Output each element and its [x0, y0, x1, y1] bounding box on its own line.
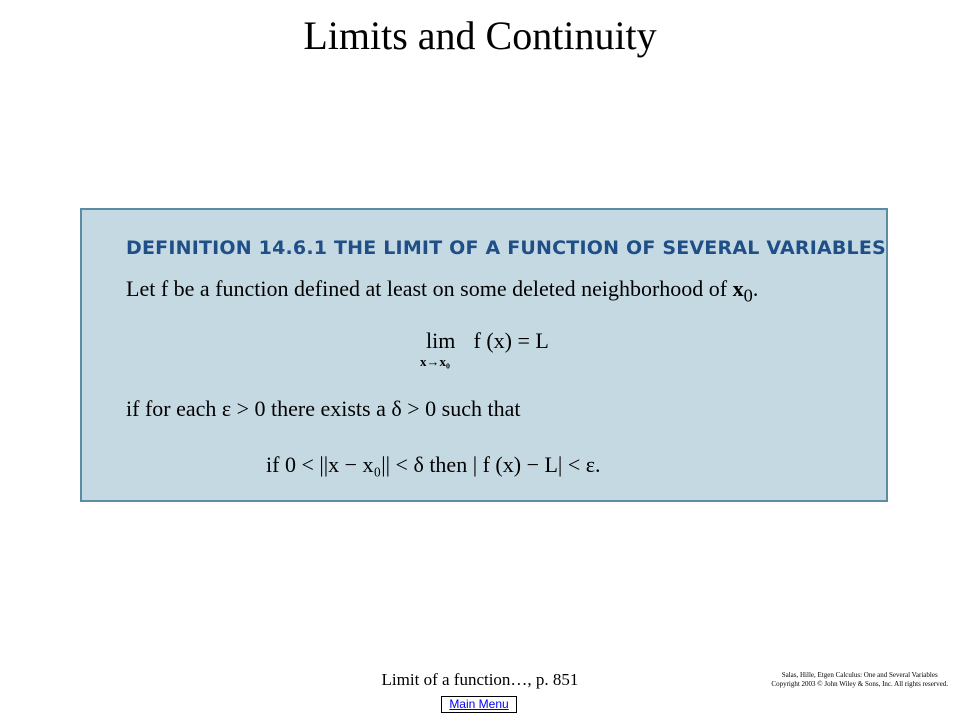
- limit-expression: f (x) = L: [473, 328, 549, 353]
- credit-line-1: Salas, Hille, Etgen Calculus: One and Several Variables: [781, 671, 938, 679]
- limit-formula: [420, 328, 549, 368]
- definition-condition: if 0 < ||x − x₀|| < δ then | f (x) − L| < ε.: [266, 452, 601, 477]
- limit-word: lim: [426, 328, 456, 353]
- slide-caption: Limit of a function…, p. 851: [381, 670, 579, 689]
- definition-line-1: [126, 276, 758, 306]
- definition-box: [80, 208, 888, 502]
- definition-line-1-sub: 0: [743, 285, 753, 306]
- slide-title: Limits and Continuity: [303, 13, 657, 58]
- definition-heading: DEFINITION 14.6.1 THE LIMIT OF A FUNCTION OF SEVERAL VARIABLES: [126, 237, 886, 259]
- definition-line-1-text: Let f be a function defined at least on some deleted neighborhood of: [126, 276, 733, 301]
- limit-operator: [420, 328, 468, 368]
- definition-line-3: if for each ε > 0 there exists a δ > 0 such that: [126, 396, 521, 421]
- definition-line-1-var: x: [732, 276, 744, 301]
- copyright-credits: [771, 671, 948, 689]
- main-menu-button[interactable]: Main Menu: [441, 696, 517, 713]
- definition-line-1-end: .: [752, 276, 759, 301]
- limit-subscript: x→x₀: [420, 354, 450, 369]
- credit-line-2: Copyright 2003 © John Wiley & Sons, Inc. All rights reserved.: [771, 680, 948, 688]
